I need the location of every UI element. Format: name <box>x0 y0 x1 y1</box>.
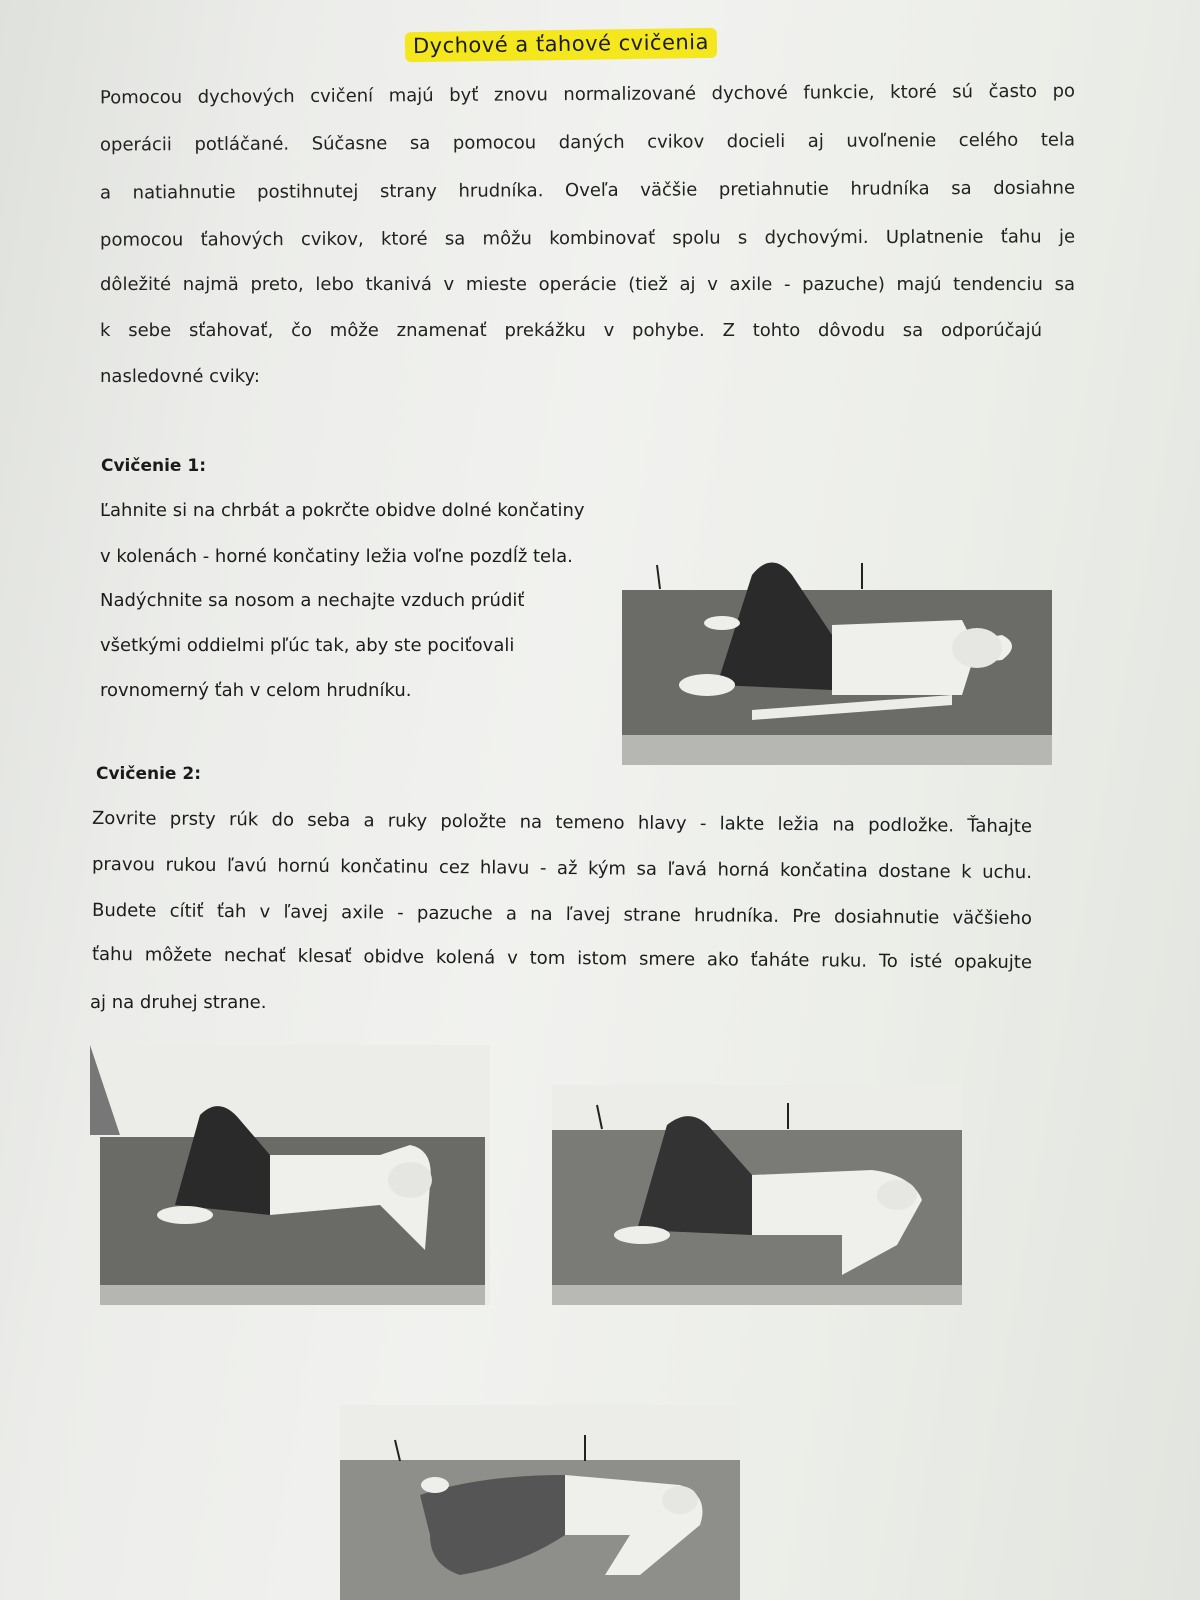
exercise-line: ťahu môžete nechať klesať obidve kolená v tom istom smere ako ťaháte ruku. To isté opakujte <box>91 943 1033 974</box>
intro-line: a natiahnutie postihnutej strany hrudníka. Oveľa väčšie pretiahnutie hrudníka sa dosiahne <box>99 177 1076 204</box>
exercise-heading: Cvičenie 2: <box>96 764 201 784</box>
exercise-line: Nadýchnite sa nosom a nechajte vzduch prúdiť <box>100 590 525 611</box>
exercise-1-illustration <box>622 545 1052 765</box>
exercise-2-illustration-2 <box>552 1085 962 1305</box>
exercise-line: Ľahnite si na chrbát a pokrčte obidve dolné končatiny <box>100 500 585 521</box>
exercise-2-illustration-3 <box>340 1405 740 1600</box>
exercise-line: všetkými oddielmi pľúc tak, aby ste pociťovali <box>100 635 515 656</box>
exercise-line: v kolenách - horné končatiny ležia voľne pozdĺž tela. <box>100 546 573 567</box>
intro-line: k sebe sťahovať, čo môže znamenať prekážku v pohybe. Z tohto dôvodu sa odporúčajú <box>100 320 1042 341</box>
document-title: Dychové a ťahové cvičenia <box>405 28 717 62</box>
intro-line: pomocou ťahových cvikov, ktoré sa môžu kombinovať spolu s dychovými. Uplatnenie ťahu je <box>99 226 1076 251</box>
exercise-line: Zovrite prsty rúk do seba a ruky položte na temeno hlavy - lakte ležia na podložke. Ťahajte <box>91 807 1033 838</box>
intro-line: nasledovné cviky: <box>100 366 260 387</box>
intro-line: Pomocou dychových cvičení majú byť znovu normalizované dychové funkcie, ktoré sú často po <box>99 80 1076 109</box>
exercise-line: aj na druhej strane. <box>90 992 267 1013</box>
exercise-line: rovnomerný ťah v celom hrudníku. <box>100 680 412 701</box>
exercise-line: Budete cítiť ťah v ľavej axile - pazuche a na ľavej strane hrudníka. Pre dosiahnutie väčšieho <box>91 899 1033 930</box>
intro-line: dôležité najmä preto, lebo tkanivá v mieste operácie (tiež aj v axile - pazuche) majú tendenciu sa <box>100 274 1075 295</box>
exercise-2-illustration-1 <box>90 1045 490 1305</box>
exercise-line: pravou rukou ľavú hornú končatinu cez hlavu - až kým sa ľavá horná končatina dostane k uchu. <box>91 853 1033 884</box>
intro-line: operácii potláčané. Súčasne sa pomocou daných cvikov docieli aj uvoľnenie celého tela <box>99 129 1076 156</box>
exercise-heading: Cvičenie 1: <box>101 456 206 476</box>
